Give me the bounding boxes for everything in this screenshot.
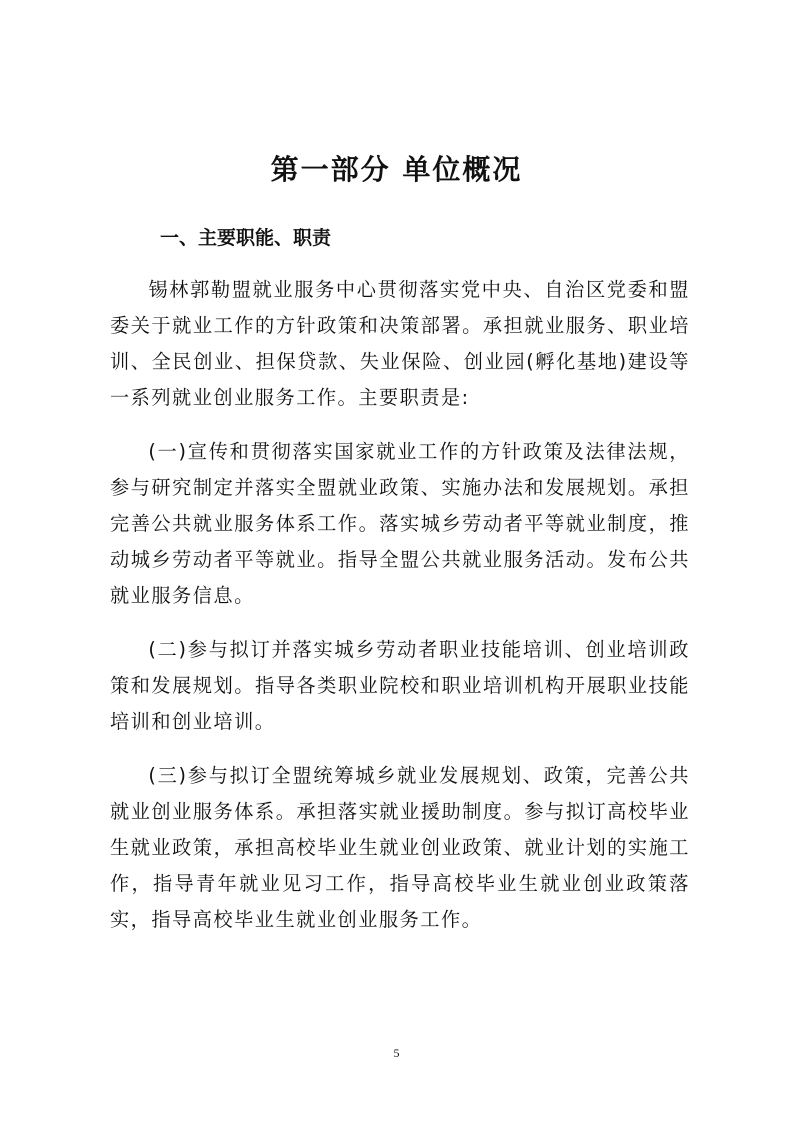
- section-heading: 一、主要职能、职责: [160, 227, 332, 249]
- paragraph-duty-3: (三)参与拟订全盟统筹城乡就业发展规划、政策，完善公共就业创业服务体系。承担落实就业援助制度。参与拟订高校毕业生就业政策，承担高校毕业生就业创业政策、就业计划的实施工作，指导青年就业见习工作，指导高校毕业生就业创业政策落实，指导高校毕业生就业创业服务工作。: [110, 764, 690, 931]
- page-number: 5: [393, 1046, 400, 1060]
- page-title: 第一部分 单位概况: [270, 153, 523, 186]
- body-text: [110, 272, 690, 938]
- paragraph-duty-2: (二)参与拟订并落实城乡劳动者职业技能培训、创业培训政策和发展规划。指导各类职业院校和职业培训机构开展职业技能培训和创业培训。: [110, 638, 690, 733]
- paragraph-duty-1: (一)宣传和贯彻落实国家就业工作的方针政策及法律法规，参与研究制定并落实全盟就业政策、实施办法和发展规划。承担完善公共就业服务体系工作。落实城乡劳动者平等就业制度，推动城乡劳动者平等就业。指导全盟公共就业服务活动。发布公共就业服务信息。: [110, 440, 690, 607]
- paragraph-intro: 锡林郭勒盟就业服务中心贯彻落实党中央、自治区党委和盟委关于就业工作的方针政策和决策部署。承担就业服务、职业培训、全民创业、担保贷款、失业保险、创业园(孵化基地)建设等一系列就业创业服务工作。主要职责是:: [110, 278, 690, 409]
